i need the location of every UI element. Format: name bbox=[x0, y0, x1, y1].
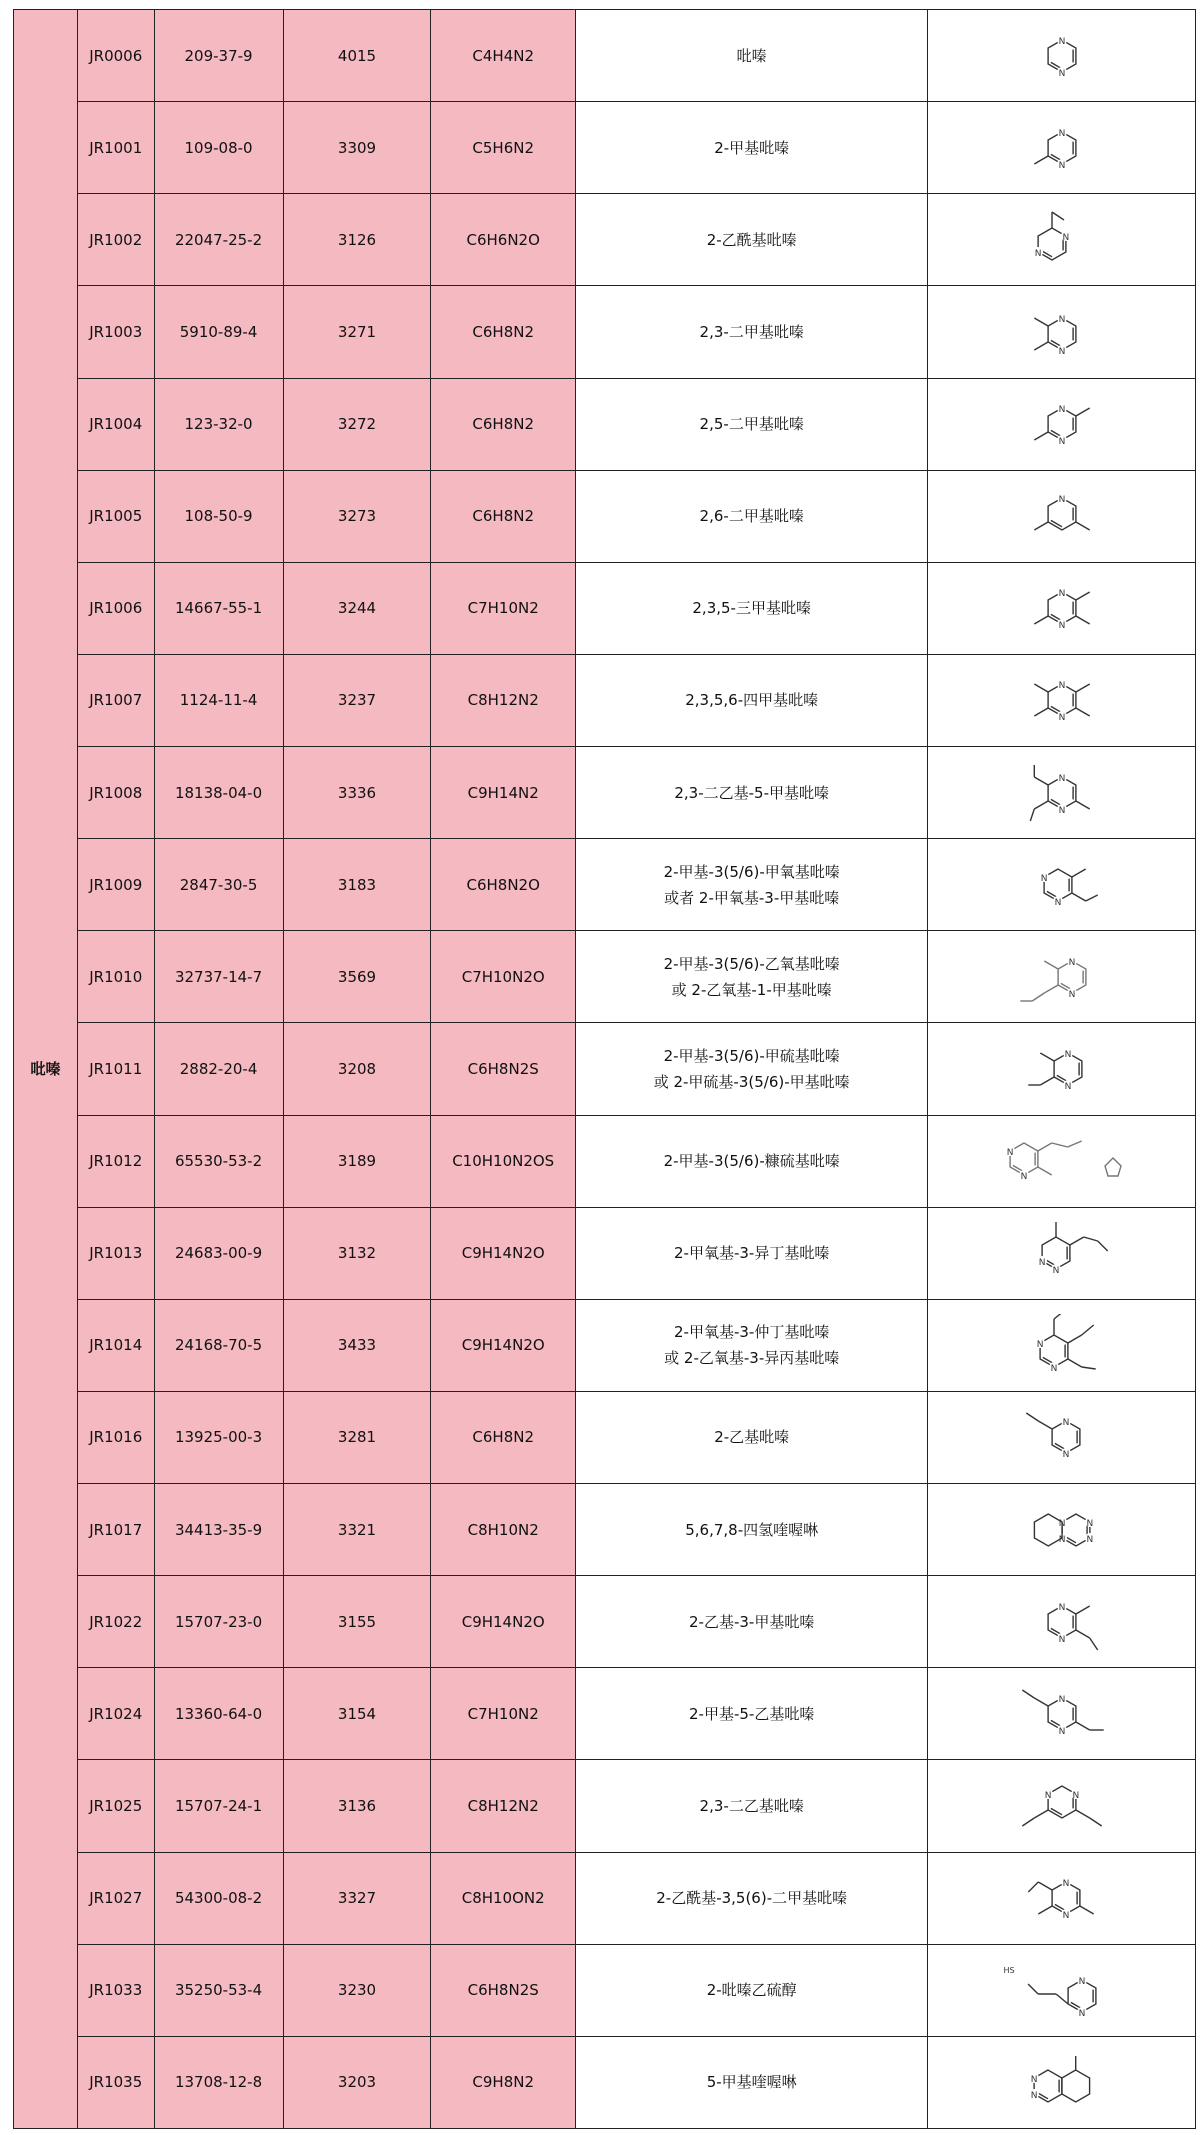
name-line: 2-吡嗪乙硫醇 bbox=[706, 1981, 797, 2000]
fema-cell: 3244 bbox=[283, 562, 431, 654]
svg-text:N: N bbox=[1038, 1258, 1046, 1269]
dimethylpyrazine-structure-icon bbox=[928, 470, 1196, 562]
svg-text:N: N bbox=[1068, 989, 1076, 1000]
formula-cell: C8H10ON2 bbox=[431, 1852, 576, 1944]
pyrazine-table bbox=[13, 9, 1196, 2129]
name-cell bbox=[576, 654, 928, 746]
name-cell bbox=[576, 194, 928, 286]
code-cell: JR1009 bbox=[78, 839, 154, 931]
table-row bbox=[14, 1207, 1196, 1299]
name-line: 或 2-乙氧基-3-异丙基吡嗪 bbox=[664, 1349, 840, 1368]
formula-cell: C4H4N2 bbox=[431, 10, 576, 102]
svg-text:N: N bbox=[1020, 1172, 1028, 1183]
svg-text:N: N bbox=[1062, 1450, 1070, 1461]
formula-cell: C8H12N2 bbox=[431, 654, 576, 746]
code-cell: JR1025 bbox=[78, 1760, 154, 1852]
cas-cell: 209-37-9 bbox=[154, 10, 283, 102]
fema-cell: 3237 bbox=[283, 654, 431, 746]
formula-cell: C9H14N2 bbox=[431, 747, 576, 839]
svg-text:N: N bbox=[1058, 1534, 1066, 1545]
svg-text:N: N bbox=[1058, 589, 1066, 600]
code-cell: JR1012 bbox=[78, 1115, 154, 1207]
svg-text:N: N bbox=[1006, 1148, 1014, 1159]
cas-cell: 13708-12-8 bbox=[154, 2036, 283, 2128]
svg-text:N: N bbox=[1058, 681, 1066, 692]
name-line: 2,3,5,6-四甲基吡嗪 bbox=[685, 691, 819, 710]
code-cell: JR1007 bbox=[78, 654, 154, 746]
formula-cell: C7H10N2 bbox=[431, 1668, 576, 1760]
pyrazineethanethiol-structure-icon bbox=[928, 1944, 1196, 2036]
svg-text:N: N bbox=[1072, 1790, 1079, 1801]
name-line: 2-甲基-3(5/6)-甲硫基吡嗪 bbox=[663, 1046, 840, 1065]
name-cell bbox=[576, 1299, 928, 1391]
table-row bbox=[14, 931, 1196, 1023]
fema-cell: 3203 bbox=[283, 2036, 431, 2128]
code-cell: JR1004 bbox=[78, 378, 154, 470]
svg-text:N: N bbox=[1058, 346, 1066, 357]
fema-cell: 3273 bbox=[283, 470, 431, 562]
svg-text:N: N bbox=[1052, 1266, 1060, 1277]
name-line: 吡嗪 bbox=[736, 46, 767, 65]
svg-text:N: N bbox=[1058, 68, 1066, 79]
svg-text:N: N bbox=[1062, 1879, 1070, 1890]
code-cell: JR1013 bbox=[78, 1207, 154, 1299]
svg-text:N: N bbox=[1034, 248, 1042, 259]
svg-text:N: N bbox=[1050, 1364, 1058, 1375]
svg-text:N: N bbox=[1040, 873, 1048, 884]
dimethylpyrazine-structure-icon bbox=[928, 286, 1196, 378]
formula-cell: C8H10N2 bbox=[431, 1484, 576, 1576]
table-row bbox=[14, 378, 1196, 470]
name-line: 2-甲基-3(5/6)-乙氧基吡嗪 bbox=[663, 954, 840, 973]
cas-cell: 2882-20-4 bbox=[154, 1023, 283, 1115]
cas-cell: 32737-14-7 bbox=[154, 931, 283, 1023]
svg-text:N: N bbox=[1058, 1518, 1066, 1529]
table-row bbox=[14, 1852, 1196, 1944]
svg-text:N: N bbox=[1058, 314, 1066, 325]
cas-cell: 15707-23-0 bbox=[154, 1576, 283, 1668]
name-line: 2,3-二乙基吡嗪 bbox=[699, 1796, 804, 1815]
fema-cell: 3183 bbox=[283, 839, 431, 931]
svg-text:N: N bbox=[1062, 232, 1069, 243]
code-cell: JR1001 bbox=[78, 102, 154, 194]
code-cell: JR1016 bbox=[78, 1391, 154, 1483]
svg-text:N: N bbox=[1064, 1049, 1072, 1060]
formula-cell: C7H10N2O bbox=[431, 931, 576, 1023]
fema-cell: 3281 bbox=[283, 1391, 431, 1483]
name-line: 2-甲氧基-3-异丁基吡嗪 bbox=[674, 1244, 830, 1263]
svg-text:N: N bbox=[1058, 160, 1066, 171]
svg-text:N: N bbox=[1086, 1534, 1093, 1545]
fema-cell: 3155 bbox=[283, 1576, 431, 1668]
code-cell: JR1035 bbox=[78, 2036, 154, 2128]
isobutylmethoxypyrazine-structure-icon bbox=[928, 1207, 1196, 1299]
svg-text:N: N bbox=[1058, 1726, 1066, 1737]
methylpyrazine-structure-icon bbox=[928, 102, 1196, 194]
svg-text:N: N bbox=[1058, 713, 1066, 724]
formula-cell: C8H12N2 bbox=[431, 1760, 576, 1852]
code-cell: JR1003 bbox=[78, 286, 154, 378]
diethylpyrazine-structure-icon bbox=[928, 1760, 1196, 1852]
name-line: 2,5-二甲基吡嗪 bbox=[699, 415, 804, 434]
ethylpyrazine-structure-icon bbox=[928, 1391, 1196, 1483]
formula-cell: C6H8N2S bbox=[431, 1944, 576, 2036]
svg-text:N: N bbox=[1086, 1518, 1093, 1529]
cas-cell: 22047-25-2 bbox=[154, 194, 283, 286]
name-cell bbox=[576, 1852, 928, 1944]
formula-cell: C9H14N2O bbox=[431, 1299, 576, 1391]
fema-cell: 3433 bbox=[283, 1299, 431, 1391]
cas-cell: 24168-70-5 bbox=[154, 1299, 283, 1391]
cas-cell: 54300-08-2 bbox=[154, 1852, 283, 1944]
svg-text:N: N bbox=[1058, 773, 1066, 784]
cas-cell: 13925-00-3 bbox=[154, 1391, 283, 1483]
table-row bbox=[14, 1576, 1196, 1668]
fema-cell: 3136 bbox=[283, 1760, 431, 1852]
name-cell bbox=[576, 10, 928, 102]
svg-text:N: N bbox=[1062, 1418, 1070, 1429]
name-line: 2-乙基吡嗪 bbox=[714, 1428, 790, 1447]
name-line: 2-乙基-3-甲基吡嗪 bbox=[689, 1612, 815, 1631]
fema-cell: 3126 bbox=[283, 194, 431, 286]
table-row bbox=[14, 1484, 1196, 1576]
cas-cell: 14667-55-1 bbox=[154, 562, 283, 654]
name-cell bbox=[576, 1391, 928, 1483]
fema-cell: 4015 bbox=[283, 10, 431, 102]
table-row bbox=[14, 1115, 1196, 1207]
name-cell bbox=[576, 1576, 928, 1668]
cas-cell: 35250-53-4 bbox=[154, 1944, 283, 2036]
name-line: 2,3,5-三甲基吡嗪 bbox=[692, 599, 811, 618]
name-line: 2,3-二甲基吡嗪 bbox=[699, 322, 804, 341]
name-cell bbox=[576, 839, 928, 931]
name-line: 5,6,7,8-四氢喹喔啉 bbox=[685, 1520, 819, 1539]
formula-cell: C6H8N2 bbox=[431, 470, 576, 562]
table-row bbox=[14, 1023, 1196, 1115]
name-line: 或 2-乙氧基-1-甲基吡嗪 bbox=[671, 980, 832, 999]
name-line: 或 2-甲硫基-3(5/6)-甲基吡嗪 bbox=[653, 1072, 850, 1091]
name-cell bbox=[576, 931, 928, 1023]
fema-cell: 3271 bbox=[283, 286, 431, 378]
fema-cell: 3230 bbox=[283, 1944, 431, 2036]
code-cell: JR1006 bbox=[78, 562, 154, 654]
table-row bbox=[14, 562, 1196, 654]
svg-text:N: N bbox=[1058, 405, 1066, 416]
formula-cell: C6H8N2O bbox=[431, 839, 576, 931]
svg-text:N: N bbox=[1030, 2091, 1038, 2102]
fema-cell: 3132 bbox=[283, 1207, 431, 1299]
name-cell bbox=[576, 1668, 928, 1760]
code-cell: JR0006 bbox=[78, 10, 154, 102]
fema-cell: 3189 bbox=[283, 1115, 431, 1207]
svg-text:N: N bbox=[1044, 1790, 1052, 1801]
name-line: 2,6-二甲基吡嗪 bbox=[699, 507, 804, 526]
table-row bbox=[14, 102, 1196, 194]
svg-text:N: N bbox=[1058, 437, 1066, 448]
name-line: 2-甲氧基-3-仲丁基吡嗪 bbox=[674, 1323, 830, 1342]
svg-text:N: N bbox=[1078, 1977, 1086, 1988]
name-cell bbox=[576, 470, 928, 562]
cas-cell: 15707-24-1 bbox=[154, 1760, 283, 1852]
fema-cell: 3321 bbox=[283, 1484, 431, 1576]
name-cell bbox=[576, 562, 928, 654]
name-cell bbox=[576, 378, 928, 470]
cas-cell: 108-50-9 bbox=[154, 470, 283, 562]
name-line: 2-甲基-5-乙基吡嗪 bbox=[689, 1704, 815, 1723]
pyrazine-structure-icon bbox=[928, 10, 1196, 102]
name-line: 2-甲基吡嗪 bbox=[714, 138, 790, 157]
tetramethylpyrazine-structure-icon bbox=[928, 654, 1196, 746]
code-cell: JR1014 bbox=[78, 1299, 154, 1391]
cas-cell: 109-08-0 bbox=[154, 102, 283, 194]
name-cell bbox=[576, 1207, 928, 1299]
formula-cell: C9H8N2 bbox=[431, 2036, 576, 2128]
table-row bbox=[14, 654, 1196, 746]
svg-text:N: N bbox=[1058, 1694, 1066, 1705]
svg-text:N: N bbox=[1058, 495, 1066, 506]
svg-text:N: N bbox=[1054, 897, 1062, 908]
formula-cell: C10H10N2OS bbox=[431, 1115, 576, 1207]
code-cell: JR1033 bbox=[78, 1944, 154, 2036]
table-row bbox=[14, 2036, 1196, 2128]
formula-cell: C5H6N2 bbox=[431, 102, 576, 194]
svg-text:N: N bbox=[1058, 1634, 1066, 1645]
table-row bbox=[14, 1760, 1196, 1852]
methylthiomethylpyrazine-structure-icon bbox=[928, 1023, 1196, 1115]
formula-cell: C7H10N2 bbox=[431, 562, 576, 654]
name-cell bbox=[576, 102, 928, 194]
name-cell bbox=[576, 1115, 928, 1207]
cas-cell: 65530-53-2 bbox=[154, 1115, 283, 1207]
ethylmethylpyrazine-structure-icon bbox=[928, 1668, 1196, 1760]
table-row bbox=[14, 1299, 1196, 1391]
acetylpyrazine-structure-icon bbox=[928, 194, 1196, 286]
methoxymethylpyrazine-structure-icon bbox=[928, 839, 1196, 931]
code-cell: JR1011 bbox=[78, 1023, 154, 1115]
code-cell: JR1008 bbox=[78, 747, 154, 839]
name-line: 或者 2-甲氧基-3-甲基吡嗪 bbox=[664, 888, 840, 907]
table-row bbox=[14, 194, 1196, 286]
formula-cell: C9H14N2O bbox=[431, 1207, 576, 1299]
name-line: 2-乙酰基吡嗪 bbox=[706, 230, 797, 249]
name-cell bbox=[576, 1760, 928, 1852]
code-cell: JR1010 bbox=[78, 931, 154, 1023]
svg-text:N: N bbox=[1036, 1340, 1044, 1351]
fema-cell: 3327 bbox=[283, 1852, 431, 1944]
name-cell bbox=[576, 286, 928, 378]
table-row bbox=[14, 747, 1196, 839]
table-row bbox=[14, 1944, 1196, 2036]
name-cell bbox=[576, 1944, 928, 2036]
svg-text:N: N bbox=[1078, 2009, 1086, 2020]
ethylmethylpyrazine-structure-icon bbox=[928, 1576, 1196, 1668]
svg-text:N: N bbox=[1058, 621, 1066, 632]
name-cell bbox=[576, 747, 928, 839]
table-row bbox=[14, 1668, 1196, 1760]
formula-cell: C6H8N2 bbox=[431, 286, 576, 378]
ethoxymethylpyrazine-structure-icon bbox=[928, 931, 1196, 1023]
fema-cell: 3569 bbox=[283, 931, 431, 1023]
svg-text:N: N bbox=[1058, 805, 1066, 816]
table-row bbox=[14, 10, 1196, 102]
diethylmethylpyrazine-structure-icon bbox=[928, 747, 1196, 839]
dimethylpyrazine-structure-icon bbox=[928, 378, 1196, 470]
secbutylmethoxypyrazine-structure-icon bbox=[928, 1299, 1196, 1391]
cas-cell: 13360-64-0 bbox=[154, 1668, 283, 1760]
code-cell: JR1005 bbox=[78, 470, 154, 562]
cas-cell: 5910-89-4 bbox=[154, 286, 283, 378]
formula-cell: C9H14N2O bbox=[431, 1576, 576, 1668]
svg-text:N: N bbox=[1058, 1602, 1066, 1613]
acetyldimethylpyrazine-structure-icon bbox=[928, 1852, 1196, 1944]
cas-cell: 2847-30-5 bbox=[154, 839, 283, 931]
tetrahydroquinoxaline-structure-icon bbox=[928, 1484, 1196, 1576]
code-cell: JR1022 bbox=[78, 1576, 154, 1668]
methylquinoxaline-structure-icon bbox=[928, 2036, 1196, 2128]
cas-cell: 34413-35-9 bbox=[154, 1484, 283, 1576]
cas-cell: 18138-04-0 bbox=[154, 747, 283, 839]
name-cell bbox=[576, 2036, 928, 2128]
svg-text:N: N bbox=[1058, 36, 1066, 47]
category-cell: 吡嗪 bbox=[14, 10, 78, 2129]
svg-text:N: N bbox=[1064, 1081, 1072, 1092]
code-cell: JR1027 bbox=[78, 1852, 154, 1944]
svg-text:N: N bbox=[1030, 2075, 1038, 2086]
cas-cell: 24683-00-9 bbox=[154, 1207, 283, 1299]
table-row bbox=[14, 839, 1196, 931]
formula-cell: C6H8N2S bbox=[431, 1023, 576, 1115]
svg-text:N: N bbox=[1068, 957, 1076, 968]
fema-cell: 3336 bbox=[283, 747, 431, 839]
name-line: 2,3-二乙基-5-甲基吡嗪 bbox=[674, 783, 829, 802]
svg-text:N: N bbox=[1058, 128, 1066, 139]
fema-cell: 3272 bbox=[283, 378, 431, 470]
name-line: 2-甲基-3(5/6)-甲氧基吡嗪 bbox=[663, 862, 840, 881]
fema-cell: 3208 bbox=[283, 1023, 431, 1115]
code-cell: JR1002 bbox=[78, 194, 154, 286]
cas-cell: 1124-11-4 bbox=[154, 654, 283, 746]
formula-cell: C6H8N2 bbox=[431, 378, 576, 470]
formula-cell: C6H8N2 bbox=[431, 1391, 576, 1483]
name-line: 5-甲基喹喔啉 bbox=[706, 2073, 797, 2092]
fema-cell: 3154 bbox=[283, 1668, 431, 1760]
svg-text:N: N bbox=[1062, 1911, 1070, 1922]
name-line: 2-乙酰基-3,5(6)-二甲基吡嗪 bbox=[656, 1889, 848, 1908]
trimethylpyrazine-structure-icon bbox=[928, 562, 1196, 654]
svg-text:HS: HS bbox=[1003, 1966, 1015, 1976]
furfurylthiomethylpyrazine-structure-icon bbox=[928, 1115, 1196, 1207]
code-cell: JR1017 bbox=[78, 1484, 154, 1576]
code-cell: JR1024 bbox=[78, 1668, 154, 1760]
fema-cell: 3309 bbox=[283, 102, 431, 194]
table-row bbox=[14, 286, 1196, 378]
name-cell bbox=[576, 1484, 928, 1576]
table-row bbox=[14, 1391, 1196, 1483]
cas-cell: 123-32-0 bbox=[154, 378, 283, 470]
name-cell bbox=[576, 1023, 928, 1115]
name-line: 2-甲基-3(5/6)-糠硫基吡嗪 bbox=[663, 1152, 840, 1171]
table-row bbox=[14, 470, 1196, 562]
formula-cell: C6H6N2O bbox=[431, 194, 576, 286]
